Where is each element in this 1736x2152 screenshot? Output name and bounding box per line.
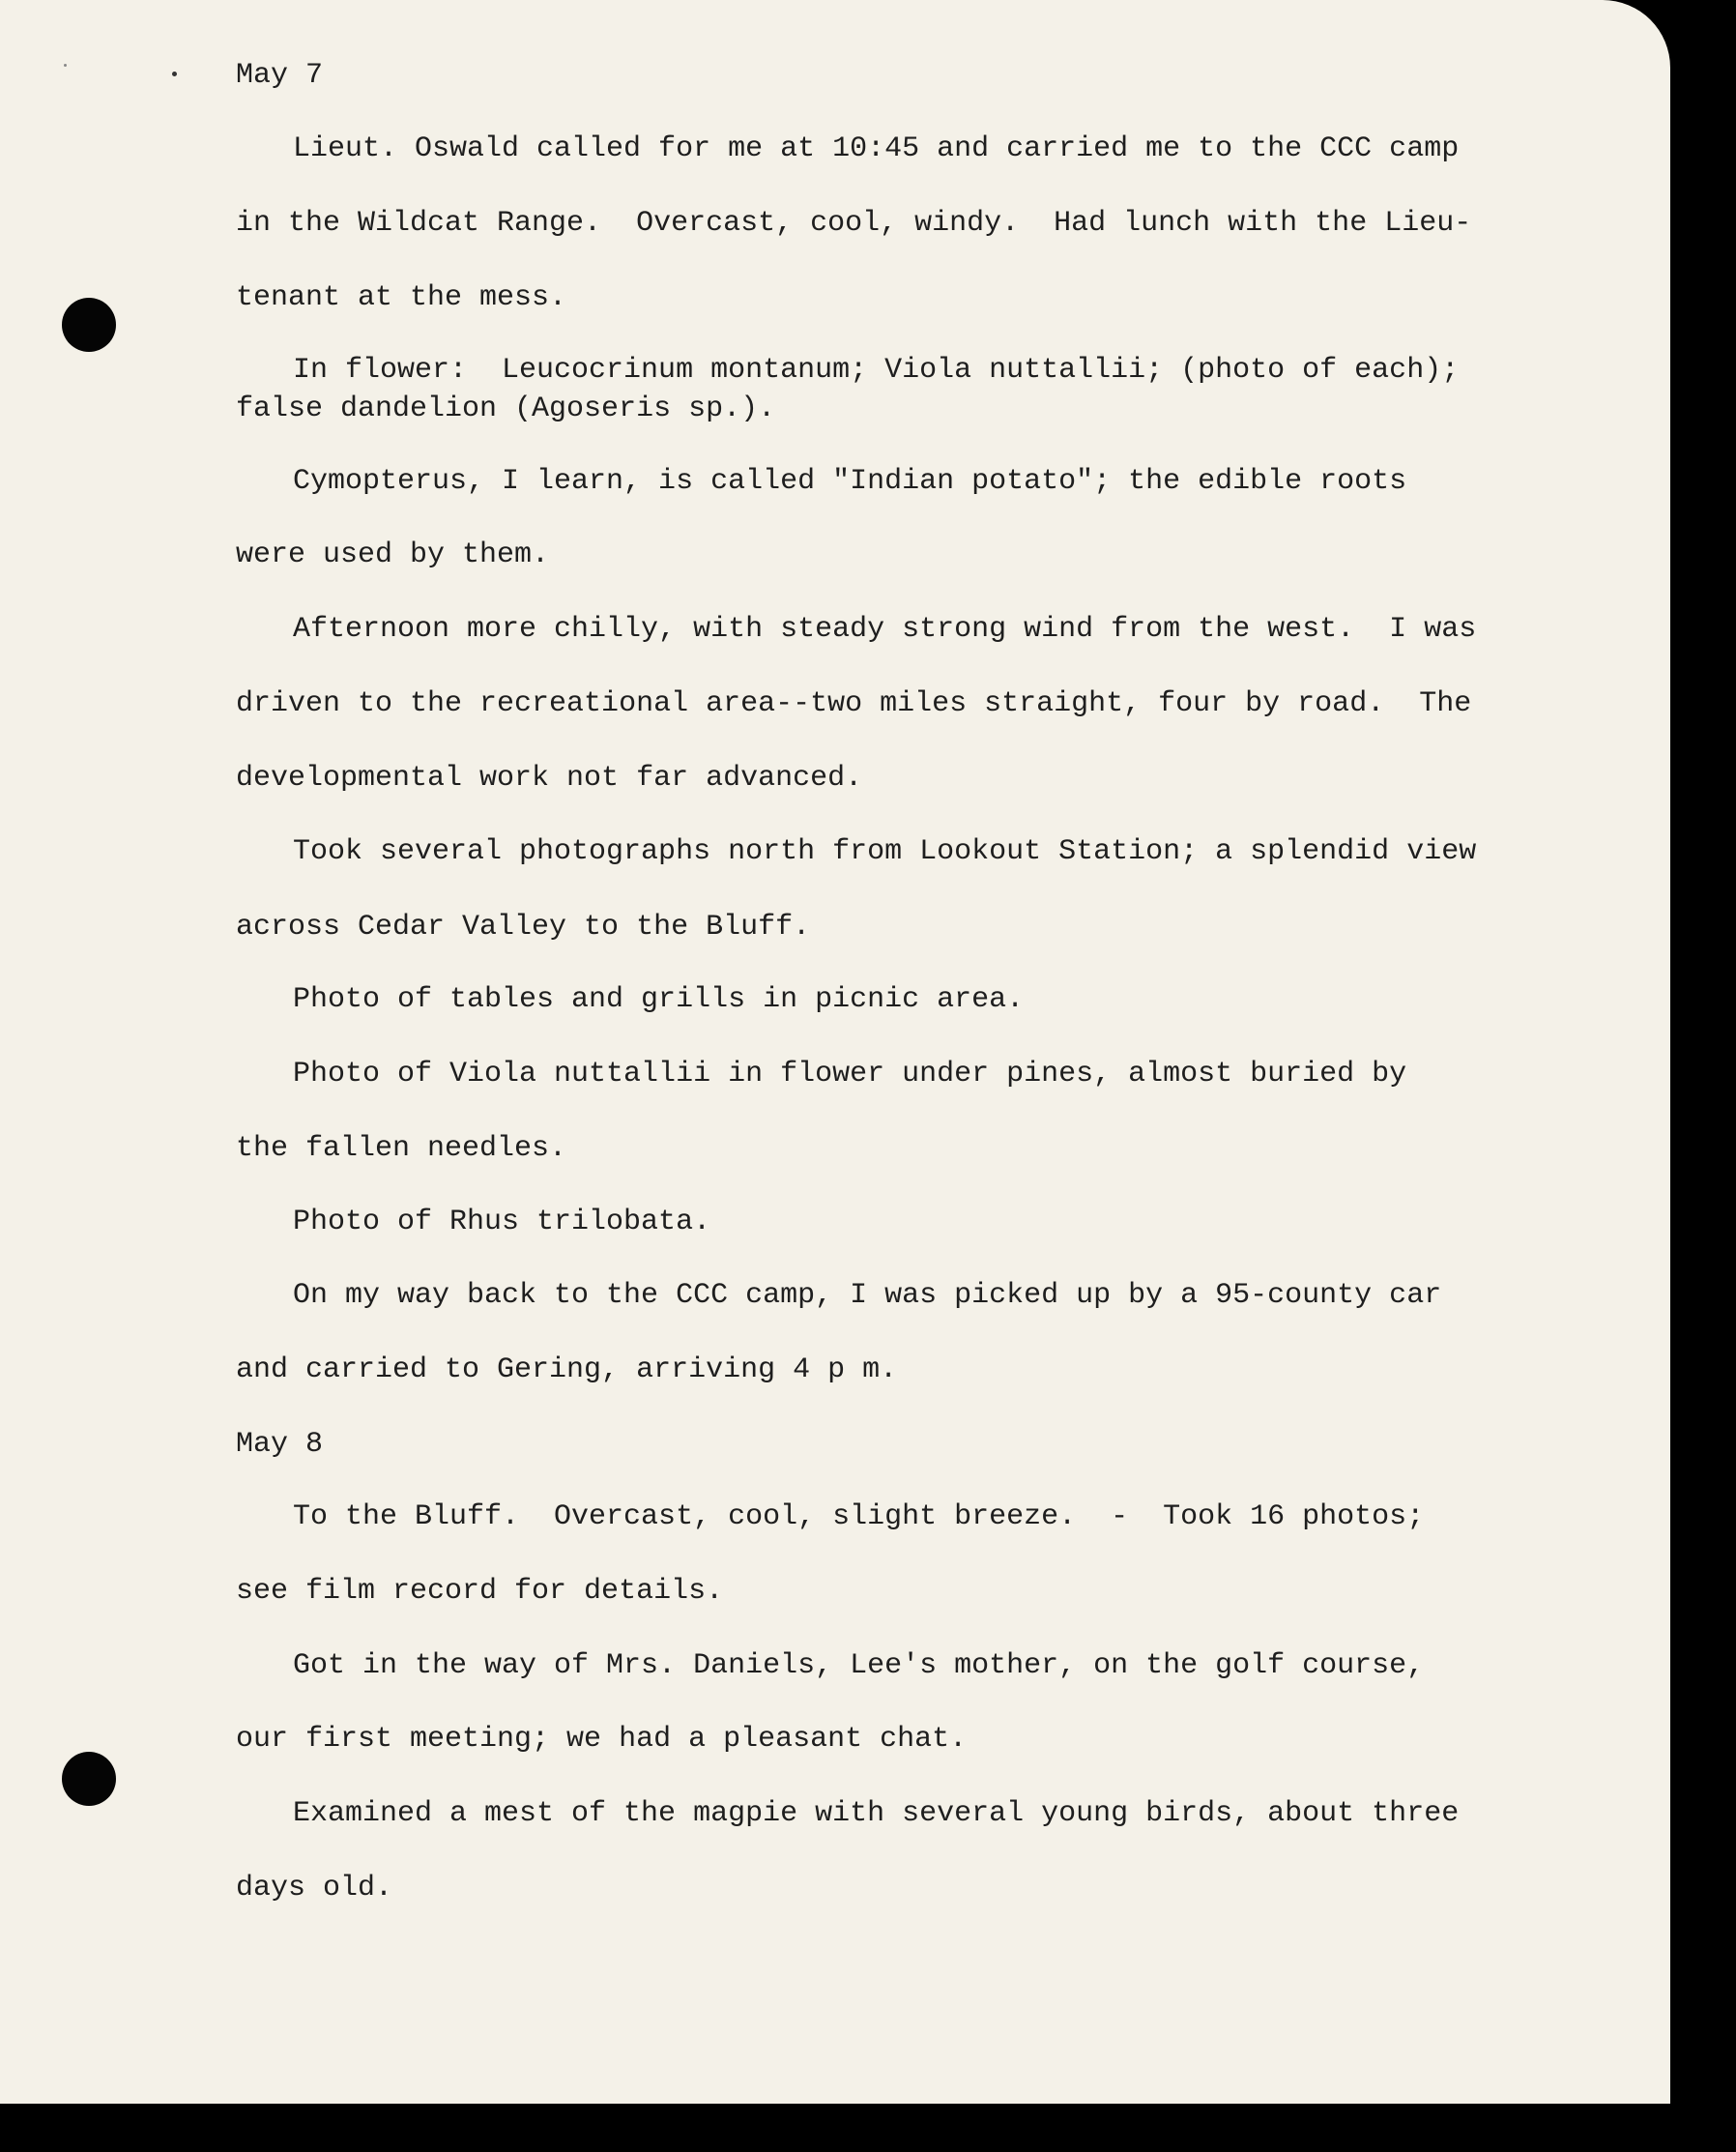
entry-date: May 8 bbox=[236, 1428, 324, 1461]
text-line: were used by them. bbox=[236, 538, 550, 571]
text-line: Took several photographs north from Lookout Station; a splendid view bbox=[293, 835, 1477, 868]
text-line: Photo of tables and grills in picnic area. bbox=[293, 983, 1025, 1016]
text-line: On my way back to the CCC camp, I was picked up by a 95-county car bbox=[293, 1279, 1442, 1312]
text-line: Photo of Rhus trilobata. bbox=[293, 1206, 711, 1238]
ink-speck bbox=[64, 64, 67, 67]
binder-hole-top bbox=[62, 298, 116, 352]
text-line: Examined a mest of the magpie with several young birds, about three bbox=[293, 1797, 1460, 1830]
entry-date: May 7 bbox=[236, 59, 324, 92]
text-line: across Cedar Valley to the Bluff. bbox=[236, 911, 811, 944]
text-line: driven to the recreational area--two miles straight, four by road. The bbox=[236, 687, 1472, 720]
text-line: Photo of Viola nuttallii in flower under pines, almost buried by bbox=[293, 1058, 1407, 1091]
text-line: and carried to Gering, arriving 4 p m. bbox=[236, 1353, 898, 1386]
text-line: our first meeting; we had a pleasant chat. bbox=[236, 1723, 968, 1756]
ink-speck bbox=[172, 72, 177, 76]
text-line: days old. bbox=[236, 1872, 393, 1905]
text-line: the fallen needles. bbox=[236, 1132, 567, 1165]
text-line: in the Wildcat Range. Overcast, cool, windy. Had lunch with the Lieu- bbox=[236, 207, 1472, 240]
text-line: see film record for details. bbox=[236, 1575, 724, 1608]
text-line: false dandelion (Agoseris sp.). bbox=[236, 393, 776, 425]
text-line: To the Bluff. Overcast, cool, slight breeze. - Took 16 photos; bbox=[293, 1500, 1425, 1533]
text-line: Cymopterus, I learn, is called "Indian potato"; the edible roots bbox=[293, 465, 1407, 498]
text-line: developmental work not far advanced. bbox=[236, 762, 863, 795]
text-line: Got in the way of Mrs. Daniels, Lee's mother, on the golf course, bbox=[293, 1649, 1425, 1682]
text-line: tenant at the mess. bbox=[236, 281, 567, 314]
text-line: In flower: Leucocrinum montanum; Viola nuttallii; (photo of each); bbox=[293, 354, 1460, 387]
text-line: Afternoon more chilly, with steady strong wind from the west. I was bbox=[293, 613, 1477, 646]
binder-hole-bottom bbox=[62, 1752, 116, 1806]
text-line: Lieut. Oswald called for me at 10:45 and carried me to the CCC camp bbox=[293, 132, 1460, 165]
